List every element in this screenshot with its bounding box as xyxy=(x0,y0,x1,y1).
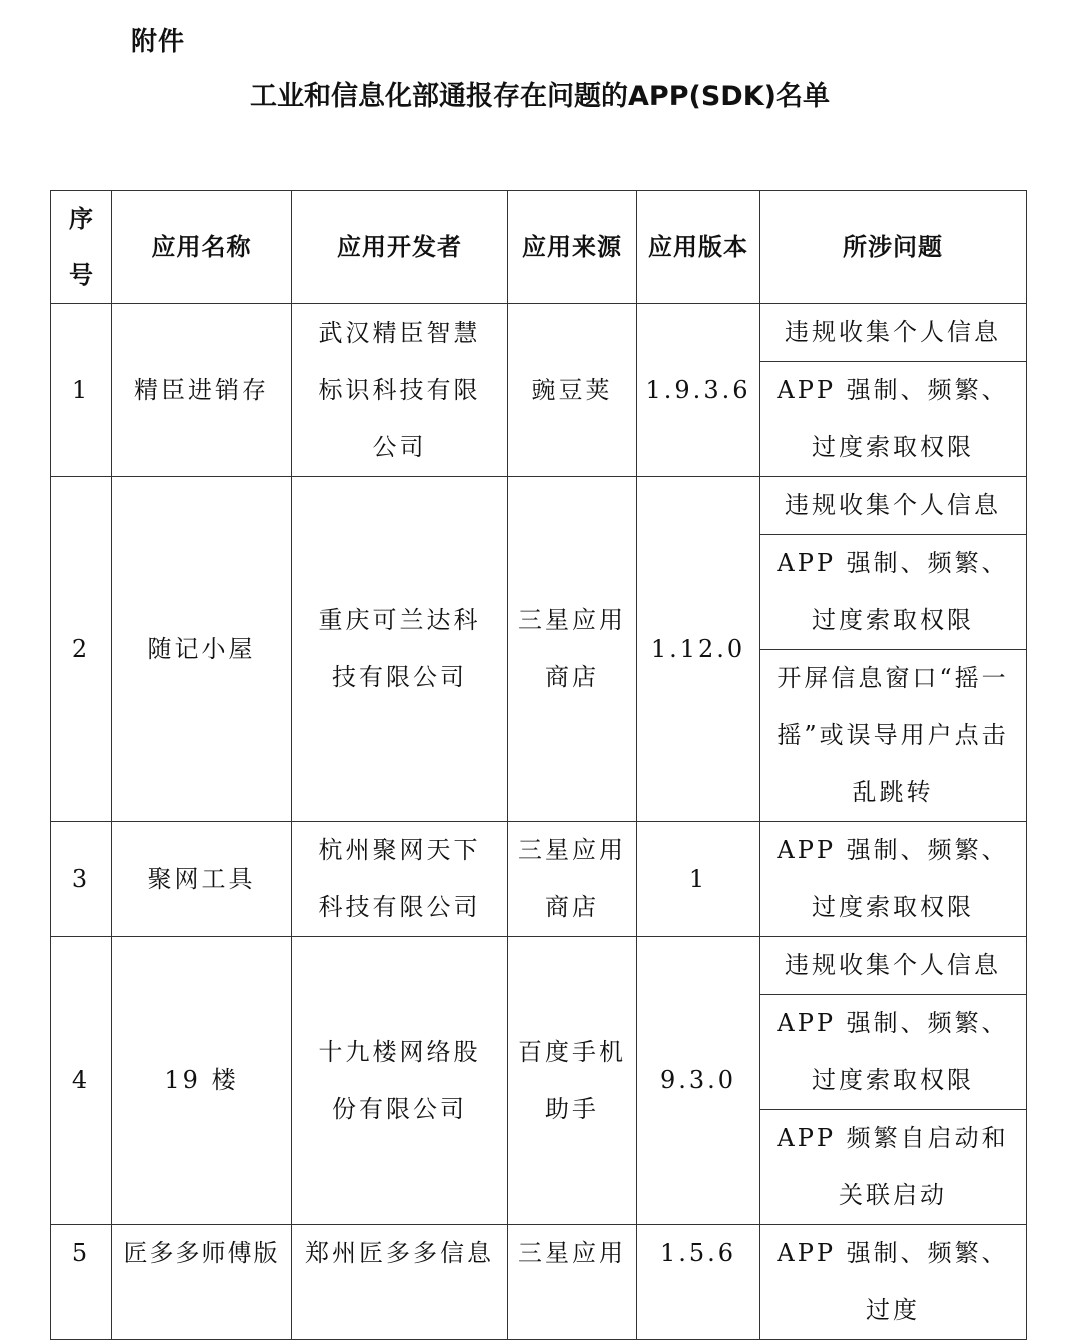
row-version: 9.3.0 xyxy=(637,937,760,1225)
row-app-name: 聚网工具 xyxy=(112,822,292,937)
table-row xyxy=(51,1225,1027,1340)
row-index: 2 xyxy=(51,477,112,822)
table-row xyxy=(51,477,1027,535)
table-row xyxy=(51,937,1027,995)
row-source: 三星应用商店 xyxy=(508,822,637,937)
row-developer: 十九楼网络股份有限公司 xyxy=(292,937,508,1225)
row-developer: 重庆可兰达科技有限公司 xyxy=(292,477,508,822)
row-version: 1.5.6 xyxy=(637,1225,760,1340)
row-index: 3 xyxy=(51,822,112,937)
row-app-name: 随记小屋 xyxy=(112,477,292,822)
row-app-name: 匠多多师傅版 xyxy=(112,1225,292,1340)
row-version: 1.12.0 xyxy=(637,477,760,822)
table-row xyxy=(51,822,1027,937)
table-header-row xyxy=(51,191,1027,304)
row-developer: 郑州匠多多信息 xyxy=(292,1225,508,1340)
document-title: 工业和信息化部通报存在问题的APP(SDK)名单 xyxy=(250,81,830,112)
row-source: 百度手机助手 xyxy=(508,937,637,1225)
row-issue: 违规收集个人信息 xyxy=(760,937,1027,995)
row-version: 1 xyxy=(637,822,760,937)
row-index: 1 xyxy=(51,304,112,477)
row-version: 1.9.3.6 xyxy=(637,304,760,477)
row-issue: APP 强制、频繁、过度索取权限 xyxy=(760,822,1027,937)
row-issue: 违规收集个人信息 xyxy=(760,304,1027,362)
row-developer: 杭州聚网天下科技有限公司 xyxy=(292,822,508,937)
row-issue: APP 强制、频繁、过度 xyxy=(760,1225,1027,1340)
row-source: 三星应用商店 xyxy=(508,477,637,822)
row-issue: 开屏信息窗口“摇一摇”或误导用户点击乱跳转 xyxy=(760,650,1027,822)
column-header-source: 应用来源 xyxy=(508,191,637,304)
row-issue: APP 强制、频繁、过度索取权限 xyxy=(760,995,1027,1110)
attachment-label: 附件 xyxy=(131,27,186,57)
app-list-table xyxy=(50,190,1027,1340)
column-header-index: 序号 xyxy=(51,191,112,304)
row-issue: APP 强制、频繁、过度索取权限 xyxy=(760,362,1027,477)
row-app-name: 精臣进销存 xyxy=(112,304,292,477)
row-issue: 违规收集个人信息 xyxy=(760,477,1027,535)
column-header-issues: 所涉问题 xyxy=(760,191,1027,304)
column-header-app-name: 应用名称 xyxy=(112,191,292,304)
row-index: 5 xyxy=(51,1225,112,1340)
row-app-name: 19 楼 xyxy=(112,937,292,1225)
column-header-developer: 应用开发者 xyxy=(292,191,508,304)
row-issue: APP 强制、频繁、过度索取权限 xyxy=(760,535,1027,650)
row-source: 豌豆荚 xyxy=(508,304,637,477)
row-developer: 武汉精臣智慧标识科技有限公司 xyxy=(292,304,508,477)
table-row xyxy=(51,304,1027,362)
row-source: 三星应用 xyxy=(508,1225,637,1340)
column-header-version: 应用版本 xyxy=(637,191,760,304)
row-issue: APP 频繁自启动和关联启动 xyxy=(760,1110,1027,1225)
row-index: 4 xyxy=(51,937,112,1225)
